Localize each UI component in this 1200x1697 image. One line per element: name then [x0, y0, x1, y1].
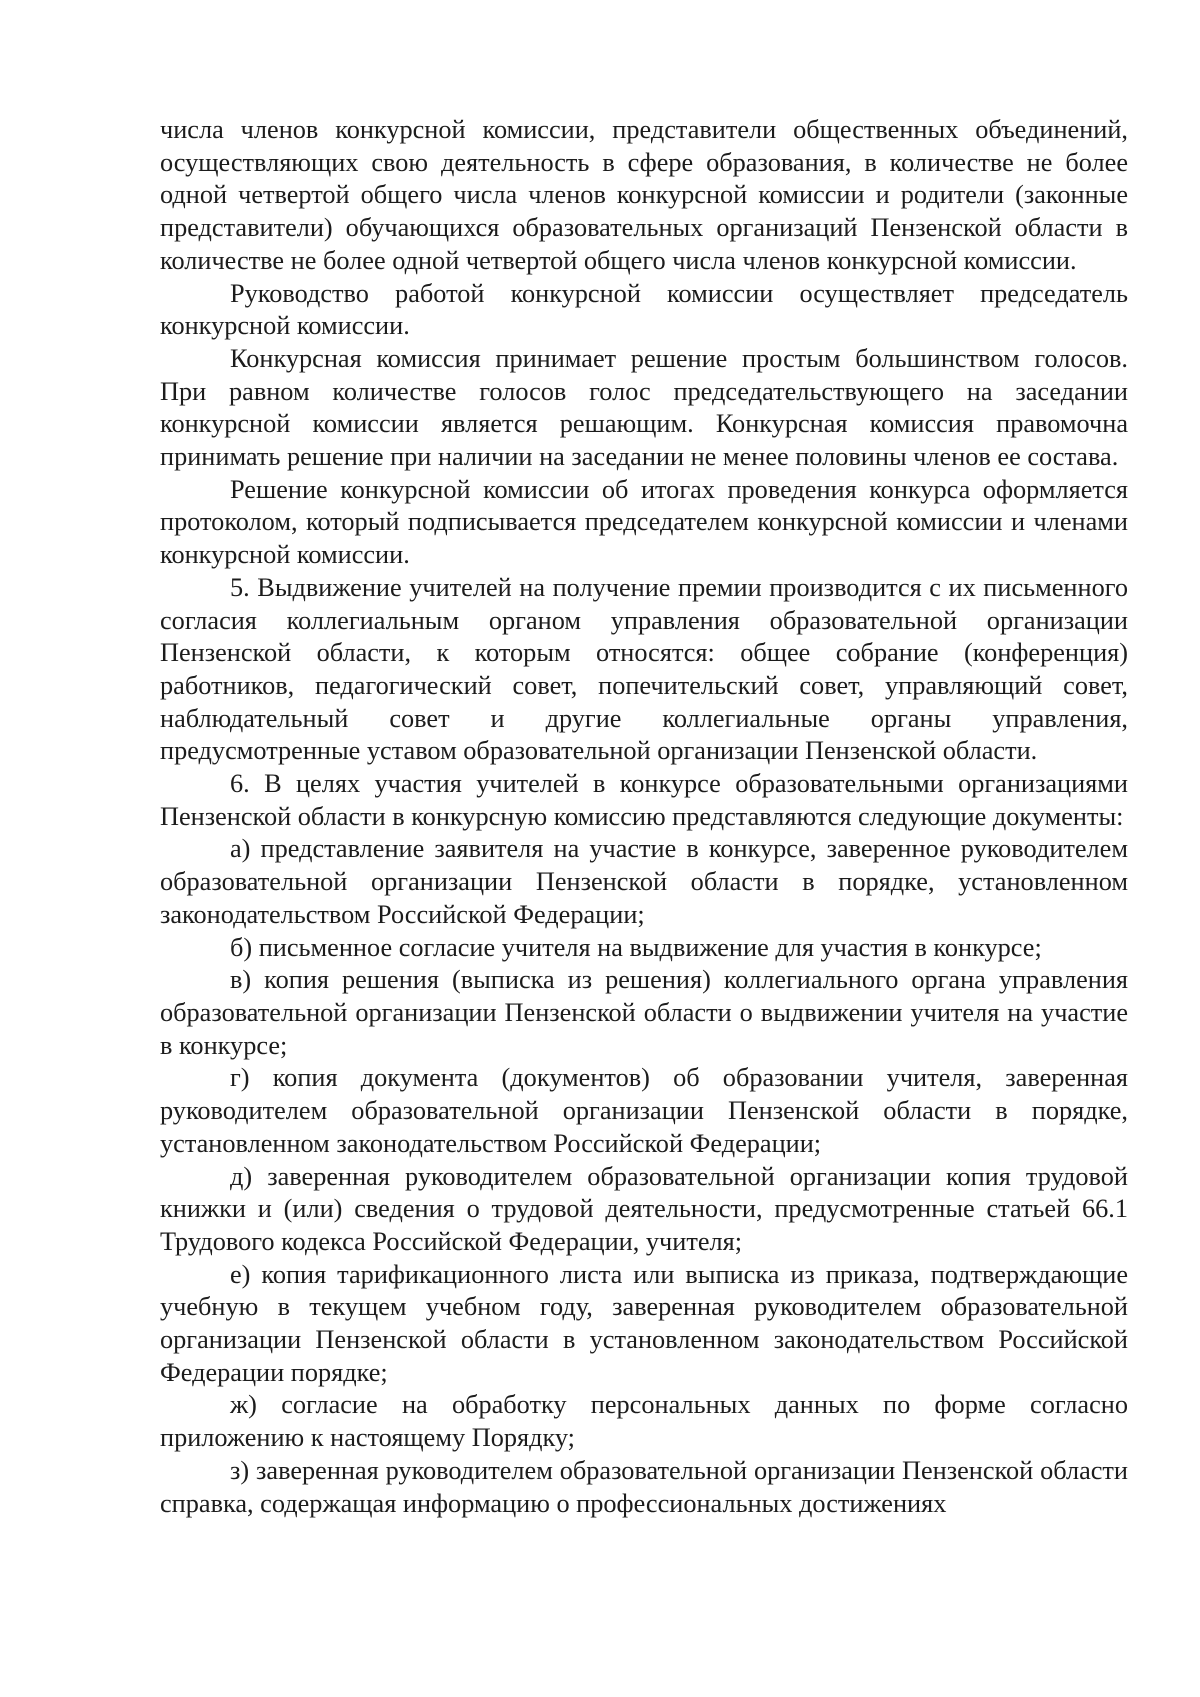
list-item-b: б) письменное согласие учителя на выдвижение для участия в конкурсе; — [230, 932, 1042, 962]
list-item-g: г) копия документа (документов) об образовании учителя, заверенная руководителем образовательной организации Пензенской области в порядке, установленном законодательством Российской Федерации; — [160, 1063, 1128, 1158]
list-item-e: е) копия тарификационного листа или выписка из приказа, подтверждающие учебную в текущем учебном году, заверенная руководителем образовательной организации Пензенской области в установленном законодательством Российской Федерации порядке; — [160, 1259, 1128, 1387]
list-item-d: д) заверенная руководителем образовательной организации копия трудовой книжки и (или) сведения о трудовой деятельности, предусмотренные статьей 66.1 Трудового кодекса Российской Федерации, учителя; — [160, 1161, 1128, 1256]
paragraph-commission-chair: Руководство работой конкурсной комиссии осуществляет председатель конкурсной комиссии. — [160, 278, 1128, 341]
list-item-z: з) заверенная руководителем образовательной организации Пензенской области справка, содержащая информацию о профессиональных достижениях — [160, 1455, 1128, 1518]
paragraph-commission-protocol: Решение конкурсной комиссии об итогах проведения конкурса оформляется протоколом, который подписывается председателем конкурсной комиссии и членами конкурсной комиссии. — [160, 474, 1128, 570]
list-item-v: в) копия решения (выписка из решения) коллегиального органа управления образовательной организации Пензенской области о выдвижении учителя на участие в конкурсе; — [160, 965, 1128, 1060]
paragraph-item-6-documents: 6. В целях участия учителей в конкурсе образовательными организациями Пензенской области в конкурсную комиссию представляются следующие документы: — [160, 769, 1128, 831]
list-item-zh: ж) согласие на обработку персональных данных по форме согласно приложению к настоящему Порядку; — [160, 1390, 1128, 1453]
document-body — [160, 114, 1128, 1520]
list-item-a: а) представление заявителя на участие в конкурсе, заверенное руководителем образовательной организации Пензенской области в порядке, установленном законодательством Российской Федерации; — [160, 834, 1128, 929]
paragraph-commission-composition-continued: числа членов конкурсной комиссии, представители общественных объединений, осуществляющих свою деятельность в сфере образования, в количестве не более одной четвертой общего числа членов конкурсной комиссии и родители (законные представители) обучающихся образовательных организаций Пензенской области в количестве не более одной четвертой общего числа членов конкурсной комиссии. — [160, 115, 1128, 275]
paragraph-item-5-nomination: 5. Выдвижение учителей на получение премии производится с их письменного согласия коллегиальным органом управления образовательной организации Пензенской области, к которым относятся: общее собрание (конференция) работников, педагогический совет, попечительский совет, управляющий совет, наблюдательный совет и другие коллегиальные органы управления, предусмотренные уставом образовательной организации Пензенской области. — [160, 572, 1128, 766]
paragraph-commission-voting: Конкурсная комиссия принимает решение простым большинством голосов. При равном количестве голосов голос председательствующего на заседании конкурсной комиссии является решающим. Конкурсная комиссия правомочна принимать решение при наличии на заседании не менее половины членов ее состава. — [160, 343, 1128, 472]
